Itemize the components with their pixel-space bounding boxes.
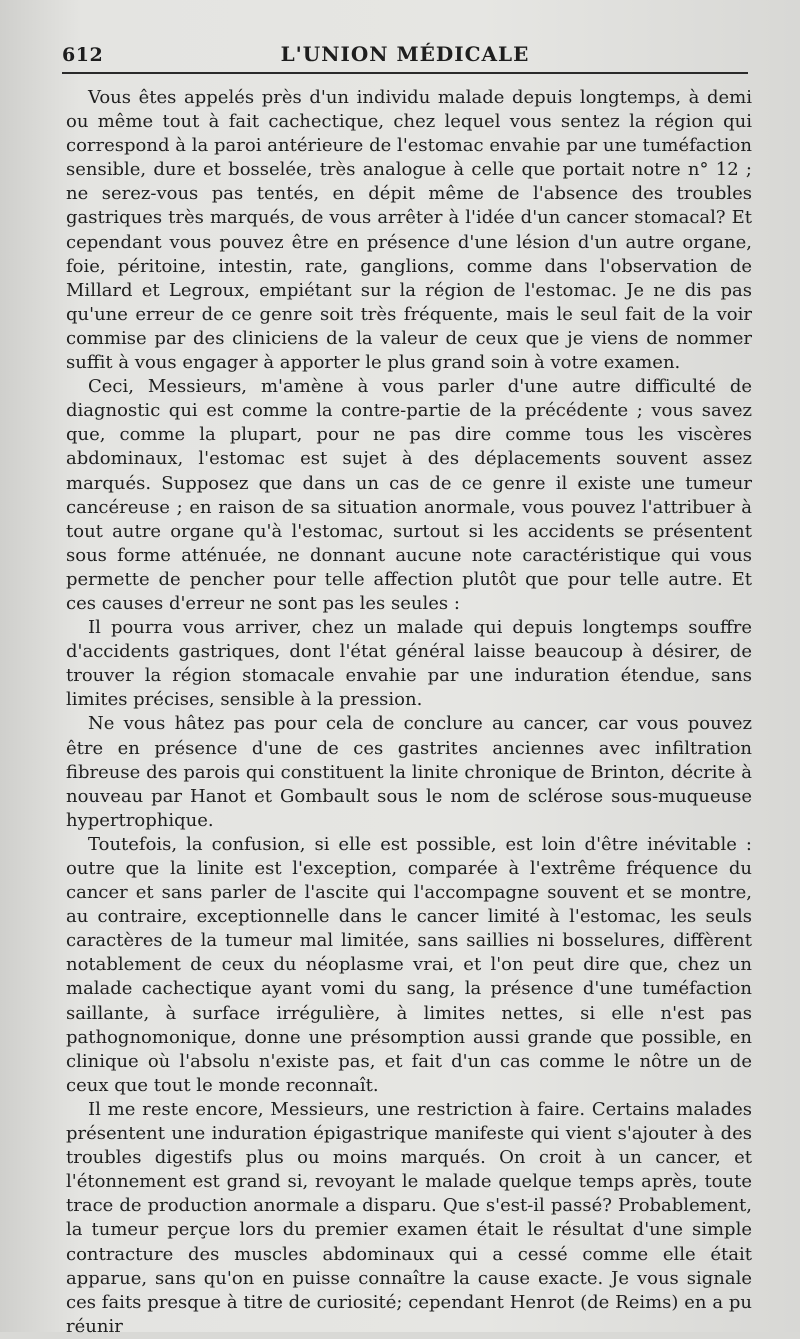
paragraph: Toutefois, la confusion, si elle est possible, est loin d'être inévitable : outre que la linite est l'exception, comparée à l'extrême fréquence du cancer et sans parler de l'ascite qui l'accompagne souvent et se montre, au contraire, exceptionnelle dans le cancer limité à l'estomac, les seuls caractères de la tumeur mal limitée, sans saillies ni bosselures, diffèrent notablement de ceux du néoplasme vrai, et l'on peut dire que, chez un malade cachectique ayant vomi du sang, la présence d'une tuméfaction saillante, à surface irrégulière, à limites nettes, si elle n'est pas pathognomonique, donne une présomption aussi grande que possible, en clinique où l'absolu n'existe pas, et fait d'un cas comme le nôtre un de ceux que tout le monde reconnaît.: [66, 833, 752, 1096]
paragraph: Ceci, Messieurs, m'amène à vous parler d'une autre difficulté de diagnostic qui est comme la contre-partie de la précédente ; vous savez que, comme la plupart, pour ne pas dire comme tous les viscères abdominaux, l'estomac est sujet à des déplacements souvent assez marqués. Supposez que dans un cas de ce genre il existe une tumeur cancéreuse ; en raison de sa situation anormale, vous pouvez l'attribuer à tout autre organe qu'à l'estomac, surtout si les accidents se présentent sous forme atténuée, ne donnant aucune note caractéristique qui vous permette de pencher pour telle affection plutôt que pour telle autre. Et ces causes d'erreur ne sont pas les seules :: [66, 376, 752, 614]
body-text: [66, 86, 752, 1339]
paragraph: Il me reste encore, Messieurs, une restriction à faire. Certains malades présentent une induration épigastrique manifeste qui vient s'ajouter à des troubles digestifs plus ou moins marqués. On croit à un cancer, et l'étonnement est grand si, revoyant le malade quelque temps après, toute trace de production anormale a disparu. Que s'est-il passé? Probablement, la tumeur perçue lors du premier examen était le résultat d'une simple contracture des muscles abdominaux qui a cessé comme elle était apparue, sans qu'on en puisse connaître la cause exacte. Je vous signale ces faits presque à titre de curiosité; cependant Henrot (de Reims) en a pu réunir: [66, 1098, 752, 1337]
page-number: 612: [62, 44, 104, 66]
paragraph: Ne vous hâtez pas pour cela de conclure au cancer, car vous pouvez être en présence d'une de ces gastrites anciennes avec infiltration fibreuse des parois qui constituent la linite chronique de Brinton, décrite à nouveau par Hanot et Gombault sous le nom de sclérose sous-muqueuse hypertrophique.: [66, 713, 752, 831]
paragraph: Vous êtes appelés près d'un individu malade depuis longtemps, à demi ou même tout à fait cachectique, chez lequel vous sentez la région qui correspond à la paroi antérieure de l'estomac envahie par une tuméfaction sensible, dure et bosselée, très analogue à celle que portait notre n° 12 ; ne serez-vous pas tentés, en dépit même de l'absence des troubles gastriques très marqués, de vous arrêter à l'idée d'un cancer stomacal? Et cependant vous pouvez être en présence d'une lésion d'un autre organe, foie, péritoine, intestin, rate, ganglions, comme dans l'observation de Millard et Legroux, empiétant sur la région de l'estomac. Je ne dis pas qu'une erreur de ce genre soit très fréquente, mais le seul fait de la voir commise par des cliniciens de la valeur de ceux que je viens de nommer suffit à vous engager à apporter le plus grand soin à votre examen.: [66, 87, 752, 374]
paragraph: Il pourra vous arriver, chez un malade qui depuis longtemps souffre d'accidents gastriques, dont l'état général laisse beaucoup à désirer, de trouver la région stomacale envahie par une induration étendue, sans limites précises, sensible à la pression.: [66, 617, 752, 711]
header-rule: [62, 72, 748, 74]
running-title: L'UNION MÉDICALE: [280, 42, 530, 66]
page-header: [62, 36, 748, 70]
